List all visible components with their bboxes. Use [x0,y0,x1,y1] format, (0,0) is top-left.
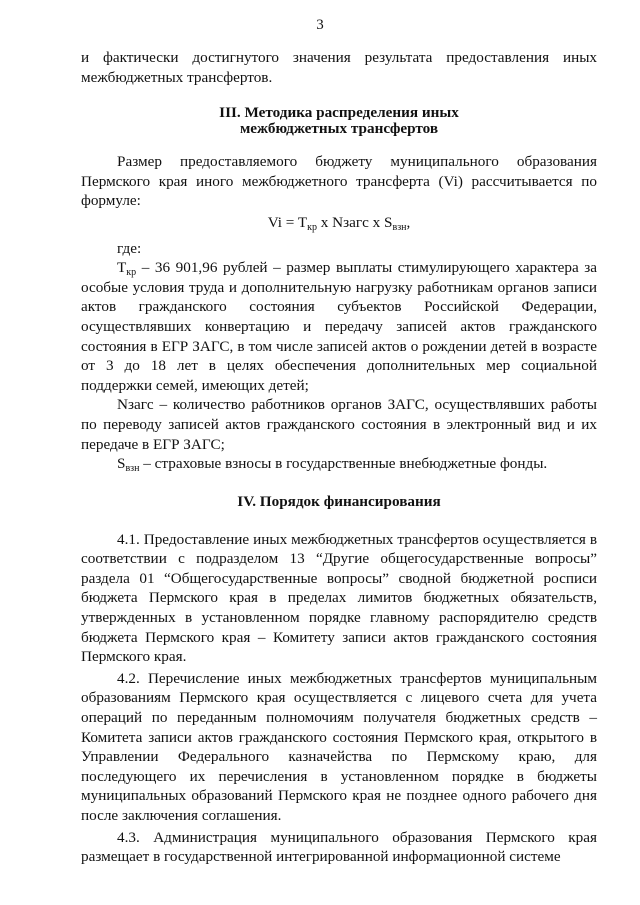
section-3-heading-line-2: межбюджетных трансфертов [239,120,439,138]
section-3-paragraph-1: Размер предоставляемого бюджету муниципального образования Пермского края иного межбюджетного трансферта (Vi) рассчитывается по формуле: [81,153,597,210]
page-number: 3 [316,17,324,33]
paragraph-4-1: 4.1. Предоставление иных межбюджетных трансфертов осуществляется в соответствии с подразделом 13 “Другие общегосударственные вопросы” раздела 01 “Общегосударственные вопросы” сводной бюджетной росписи бюджета Пермского края в пределах лимитов бюджетных обязательств, утвержденных в установленном порядке главному распорядителю средств бюджета Пермского края – Комитету записи актов гражданского состояния Пермского края. [81,530,597,666]
section-3-heading [81,105,597,137]
paragraph-4-3: 4.3. Администрация муниципального образования Пермского края размещает в государственной интегрированной информационной системе [81,828,597,866]
definition-t-text: – 36 901,96 рублей – размер выплаты стимулирующего характера за особые условия труда и дополнительную нагрузку работникам органов записи актов гражданского состояния субъектов Российской Федерации, осуществлявших конвертацию и передачу записей актов гражданского состояния в ЕГР ЗАГС, в том числе записей актов о рождении детей в возрасте от 3 до 18 лет в целях обеспечения дополнительных мер социальной поддержки семей, имеющих детей; [81,259,597,394]
where-label: где: [117,239,142,257]
definition-s-text: – страховые взносы в государственные внебюджетные фонды. [139,455,548,473]
formula-middle: x Nзагс x S [316,213,393,231]
formula-tail: , [406,213,411,231]
formula-s-subscript: взн [392,221,407,233]
definition-s [81,454,597,474]
definition-t-subscript: кр [126,267,137,279]
formula [81,213,597,233]
intro-paragraph: и фактически достигнутого значения результата предоставления иных межбюджетных трансфертов. [81,49,597,86]
formula-tkr-subscript: кр [307,221,317,233]
definition-n: Nзагс – количество работников органов ЗАГС, осуществлявших работы по переводу записей актов гражданского состояния в электронный вид и их передаче в ЕГР ЗАГС; [81,396,597,453]
section-4-heading: IV. Порядок финансирования [237,492,441,510]
formula-lhs: Vi = T [267,213,308,231]
definition-s-symbol: S [117,455,126,473]
definition-s-subscript: взн [125,463,140,475]
paragraph-4-2: 4.2. Перечисление иных межбюджетных трансфертов муниципальным образованиям Пермского края осуществляется с лицевого счета для учета операций по переданным полномочиям получателя бюджетных средств – Комитета записи актов гражданского состояния Пермского края, открытого в Управлении Федерального казначейства по Пермскому краю, для последующего их перечисления в установленном порядке в бюджеты муниципальных образований Пермского края не позднее одного рабочего дня после заключения соглашения. [81,669,597,824]
definition-t-symbol: T [117,259,127,277]
document-body [81,48,597,867]
definition-t [81,258,597,395]
section-3-heading-line-1: III. Методика распределения иных [219,104,459,122]
